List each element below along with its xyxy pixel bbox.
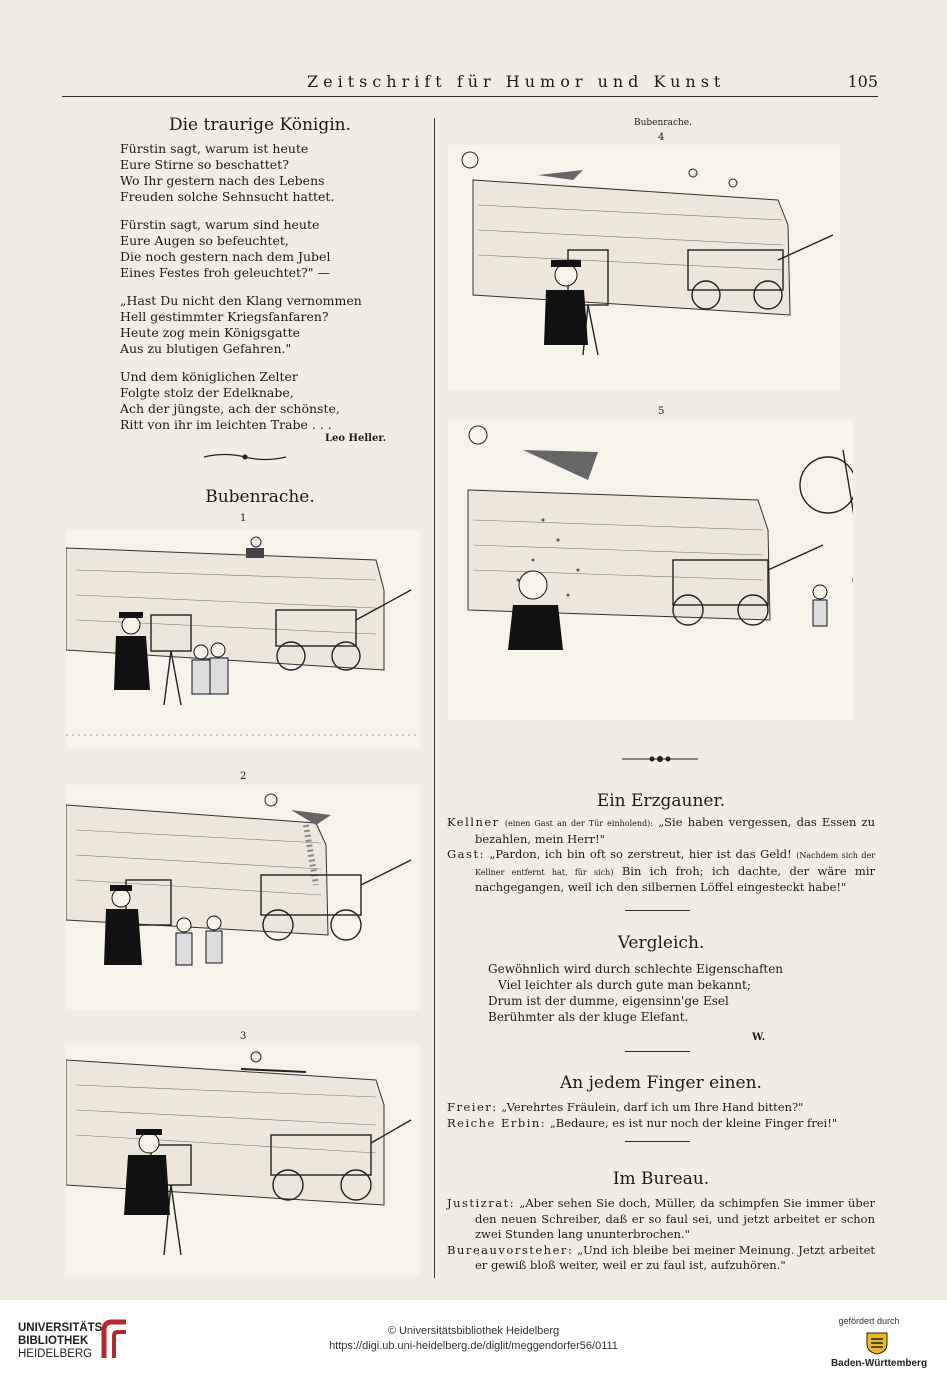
stanza <box>120 217 410 281</box>
library-name-line: HEIDELBERG <box>18 1348 93 1360</box>
dialogue-entry <box>447 1196 875 1243</box>
bureau-body <box>447 1196 875 1274</box>
poem-title: Die traurige Königin. <box>168 115 352 135</box>
ornament-divider <box>620 752 700 766</box>
verse-line: Gewöhnlich wird durch schlechte Eigenschaften <box>488 962 784 976</box>
speaker-name: Reiche Erbin: <box>447 1115 547 1130</box>
copyright-notice: © Universitätsbibliothek Heidelberg <box>387 1325 560 1337</box>
erzgauner-body <box>447 815 875 896</box>
dialogue-entry <box>447 1243 875 1274</box>
ornament-divider <box>200 450 290 464</box>
speaker-name: Bureauvorsteher: <box>447 1242 574 1257</box>
dialogue-entry <box>447 847 875 896</box>
vergleich-title: Vergleich. <box>617 933 705 953</box>
speaker-name: Kellner <box>447 815 500 829</box>
verse-line: Eure Stirne so beschattet? <box>120 157 289 172</box>
verse-line: Folgte stolz der Edelknabe, <box>120 385 294 400</box>
verse-line: Drum ist der dumme, eigensinn'ge Esel <box>488 994 729 1008</box>
verse-line: Fürstin sagt, warum ist heute <box>120 141 309 156</box>
dialogue-entry <box>447 1100 875 1116</box>
verse-line: Die noch gestern nach dem Jubel <box>120 249 331 264</box>
library-name-line: UNIVERSITÄTS- <box>18 1322 107 1334</box>
verse-line: Viel leichter als durch gute man bekannt; <box>498 978 751 992</box>
stanza <box>120 369 410 433</box>
stage-direction: (Nachdem sich der Kellner entfernt hat, für sich) <box>475 851 876 877</box>
stanza <box>120 141 410 205</box>
column-divider <box>434 118 435 1278</box>
speaker-name: Gast: <box>447 847 485 861</box>
figure-caption: Bubenrache. <box>634 118 692 128</box>
verse-line: Und dem königlichen Zelter <box>120 369 298 384</box>
page-header <box>62 72 878 98</box>
illustration-panel-3 <box>66 1045 420 1275</box>
vergleich-author: W. <box>752 1032 766 1043</box>
header-rule <box>62 96 878 97</box>
dialogue-text: Bin ich froh; ich dachte, der wäre mir nachgegangen, weil ich den silbernen Löffel eingesteckt habe!" <box>475 863 875 894</box>
funding-note: gefördert durch <box>838 1316 900 1326</box>
erzgauner-title: Ein Erzgauner. <box>596 791 726 811</box>
dialogue-text: „Und ich bleibe bei meiner Meinung. Jetzt arbeitet er gewiß bloß weiter, weil er zu faul ist, aufzuhören." <box>475 1242 876 1272</box>
verse-line: Fürstin sagt, warum sind heute <box>120 217 320 232</box>
verse-line: Wo Ihr gestern nach des Lebens <box>120 173 325 188</box>
library-name-line: BIBLIOTHEK <box>18 1335 89 1347</box>
verse-line: Hell gestimmter Kriegsfanfaren? <box>120 309 329 324</box>
poem-author: Leo Heller. <box>325 433 387 444</box>
verse-line: „Hast Du nicht den Klang vernommen <box>120 293 362 308</box>
illustration-panel-1 <box>66 530 420 748</box>
dialogue-text: „Bedaure, es ist nur noch der kleine Finger frei!" <box>549 1115 838 1130</box>
section-rule <box>625 1141 690 1142</box>
illustration-panel-5 <box>448 420 853 720</box>
finger-body <box>447 1100 875 1131</box>
panel-number: 4 <box>658 132 665 143</box>
dialogue-entry <box>447 815 875 847</box>
panel-number: 2 <box>240 771 247 782</box>
section-rule <box>625 1051 690 1052</box>
verse-line: Freuden solche Sehnsucht hattet. <box>120 189 335 204</box>
panel-number: 5 <box>658 406 665 417</box>
viewer-footer <box>0 1300 947 1379</box>
verse-line: Eure Augen so befeuchtet, <box>120 233 289 248</box>
state-coat-of-arms-icon <box>859 1330 895 1356</box>
verse-line: Ritt von ihr im leichten Trabe . . . <box>120 417 332 432</box>
page-url[interactable]: https://digi.ub.uni-heidelberg.de/diglit/meggendorfer56/0111 <box>329 1340 618 1352</box>
bubenrache-title: Bubenrache. <box>205 487 315 507</box>
section-rule <box>625 910 690 911</box>
verse-line: Aus zu blutigen Gefahren." <box>120 341 292 356</box>
page-number: 105 <box>847 72 878 91</box>
dialogue-text: „Verehrtes Fräulein, darf ich um Ihre Hand bitten?" <box>501 1100 804 1114</box>
running-title: Zeitschrift für Humor und Kunst <box>307 72 726 91</box>
finger-title: An jedem Finger einen. <box>560 1073 762 1093</box>
panel-number: 1 <box>240 513 247 524</box>
stage-direction: (einen Gast an der Tür einholend): <box>504 819 653 828</box>
verse-line: Heute zog mein Königsgatte <box>120 325 300 340</box>
illustration-panel-2 <box>66 785 420 1010</box>
dialogue-entry <box>447 1116 875 1132</box>
dialogue-text: „Sie haben vergessen, das Essen zu bezahlen, mein Herr!" <box>475 815 876 846</box>
vergleich-body <box>488 961 828 1025</box>
dialogue-text: „Pardon, ich bin oft so zerstreut, hier ist das Geld! <box>489 847 792 861</box>
poem-body <box>120 141 410 445</box>
speaker-name: Justizrat: <box>447 1196 516 1210</box>
verse-line: Ach der jüngste, ach der schönste, <box>120 401 340 416</box>
bureau-title: Im Bureau. <box>612 1169 710 1189</box>
illustration-panel-4 <box>448 145 840 390</box>
verse-line: Berühmter als der kluge Elefant. <box>488 1010 689 1024</box>
panel-number: 3 <box>240 1031 247 1042</box>
speaker-name: Freier: <box>447 1100 498 1114</box>
stanza <box>120 293 410 357</box>
dialogue-text: „Aber sehen Sie doch, Müller, da schimpfen Sie immer über den neuen Schreiber, daß er so faul sei, und jetzt arbeitet er schon zwei Stunden lang ununterbrochen." <box>475 1196 876 1241</box>
verse-line: Eines Festes froh geleuchtet?" — <box>120 265 330 280</box>
state-name: Baden-Württemberg <box>830 1358 928 1369</box>
